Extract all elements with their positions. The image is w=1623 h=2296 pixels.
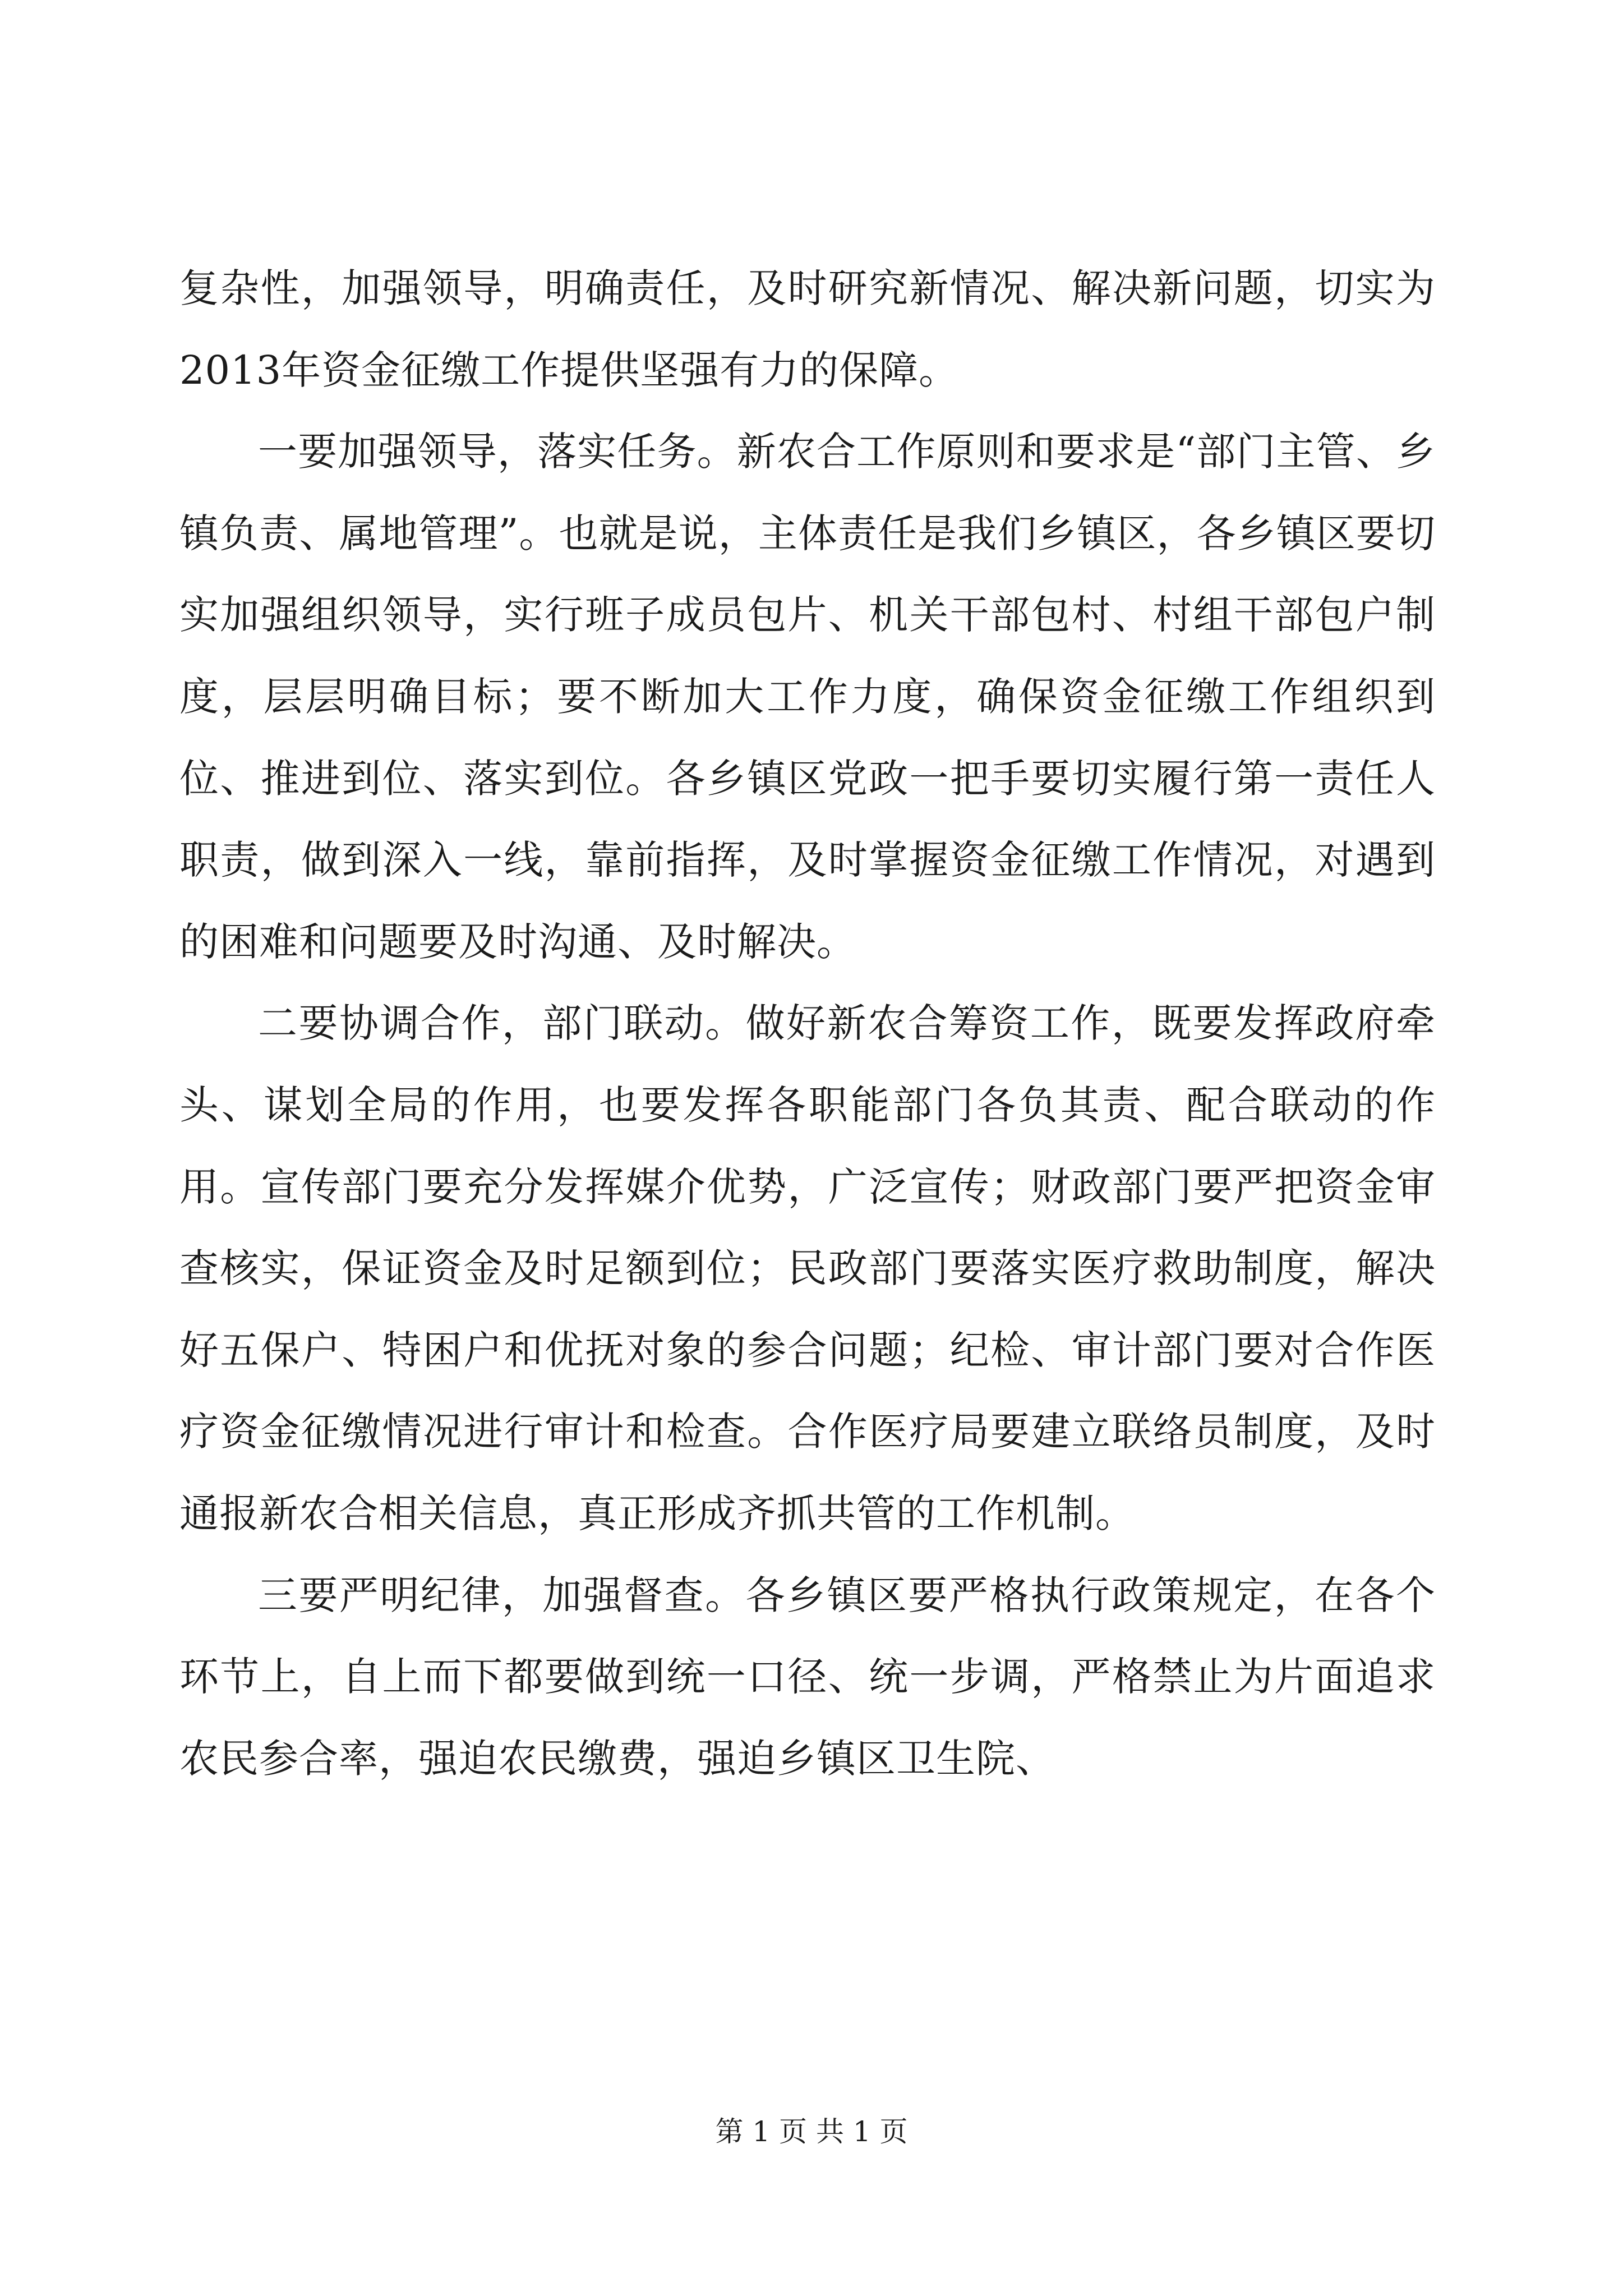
page-footer: 第 1 页 共 1 页 bbox=[715, 2115, 908, 2148]
paragraph-coordination: 二要协调合作，部门联动。做好新农合筹资工作，既要发挥政府牵头、谋划全局的作用，也要发挥各职能部门各负其责、配合联动的作用。宣传部门要充分发挥媒介优势，广泛宣传；财政部门要严把资金审查核实，保证资金及时足额到位；民政部门要落实医疗救助制度，解决好五保户、特困户和优抚对象的参合问题；纪检、审计部门要对合作医疗资金征缴情况进行审计和检查。合作医疗局要建立联络员制度，及时通报新农合相关信息，真正形成齐抓共管的工作机制。 bbox=[179, 1000, 1436, 1536]
paragraph-continuation: 复杂性，加强领导，明确责任，及时研究新情况、解决新问题，切实为2013年资金征缴工作提供坚强有力的保障。 bbox=[179, 265, 1436, 393]
paragraph-discipline: 三要严明纪律，加强督查。各乡镇区要严格执行政策规定，在各个环节上，自上而下都要做到统一口径、统一步调，严格禁止为片面追求农民参合率，强迫农民缴费，强迫乡镇区卫生院、 bbox=[179, 1572, 1436, 1782]
paragraph-leadership: 一要加强领导，落实任务。新农合工作原则和要求是“部门主管、乡镇负责、属地管理”。也就是说，主体责任是我们乡镇区，各乡镇区要切实加强组织领导，实行班子成员包片、机关干部包村、村组干部包户制度，层层明确目标；要不断加大工作力度，确保资金征缴工作组织到位、推进到位、落实到位。各乡镇区党政一把手要切实履行第一责任人职责，做到深入一线，靠前指挥，及时掌握资金征缴工作情况，对遇到的困难和问题要及时沟通、及时解决。 bbox=[179, 429, 1436, 965]
document-body bbox=[179, 248, 1436, 1800]
